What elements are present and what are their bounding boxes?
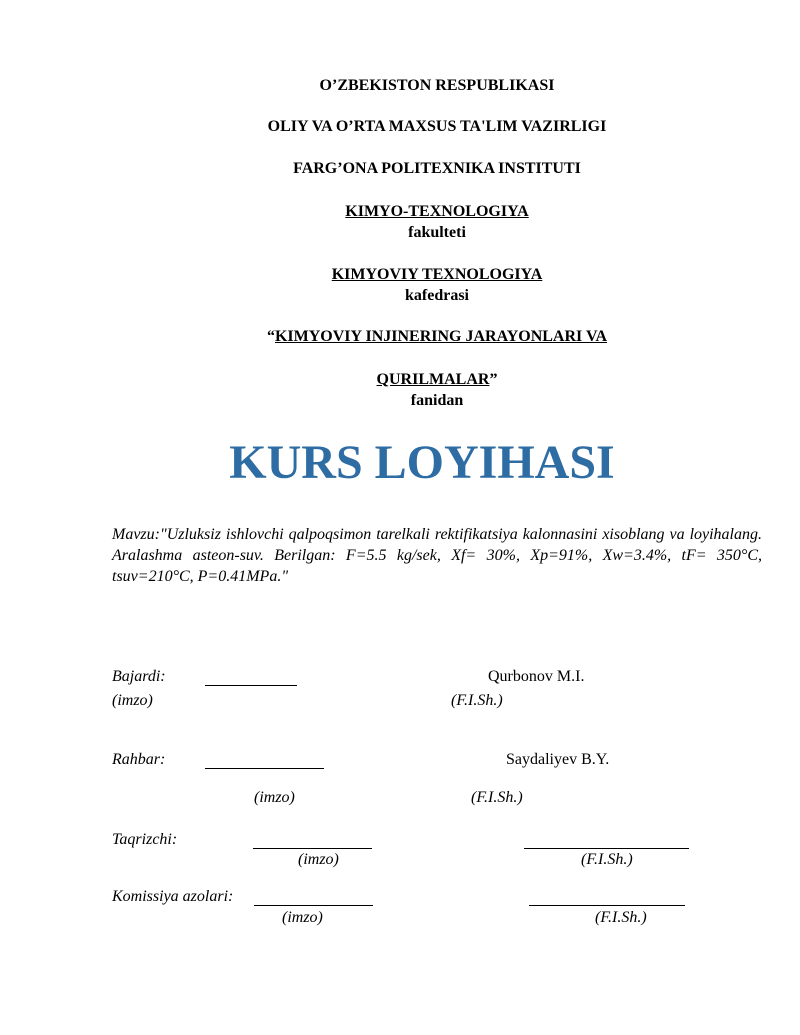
- department-label: kafedrasi: [405, 287, 469, 304]
- subject-open-quote: “: [266, 328, 275, 345]
- subject-line-2: [0, 371, 800, 389]
- taqrizchi-signature-line: [253, 848, 372, 849]
- komissiya-label: Komissiya azolari:: [112, 888, 234, 905]
- faculty-name: KIMYO-TEXNOLOGIYA: [345, 203, 529, 220]
- bajardi-label: Bajardi:: [112, 668, 166, 685]
- subject-label: fanidan: [410, 392, 464, 409]
- republic-heading: O’ZBEKISTON RESPUBLIKASI: [319, 77, 555, 94]
- topic-paragraph: Mavzu:"Uzluksiz ishlovchi qalpoqsimon tarelkali rektifikatsiya kalonnasini xisoblang va loyihalang. Aralashma asteon-suv. Berilgan: F=5.5 kg/sek, Xf= 30%, Xp=91%, Xw=3.4%, tF= 350°C, tsuv=210°C, P=0.41MPa.": [112, 526, 762, 585]
- rahbar-name: Saydaliyev B.Y.: [506, 751, 610, 768]
- rahbar-label: Rahbar:: [112, 751, 166, 768]
- taqrizchi-name-caption: (F.I.Sh.): [581, 851, 633, 868]
- subject-title-part-1: KIMYOVIY INJINERING JARAYONLARI VA: [274, 328, 608, 345]
- taqrizchi-name-line: [524, 848, 689, 849]
- faculty-label: fakulteti: [408, 224, 466, 241]
- bajardi-signature-line: [205, 685, 297, 686]
- ministry-heading: OLIY VA O’RTA MAXSUS TA'LIM VAZIRLIGI: [267, 118, 607, 135]
- bajardi-name-caption: (F.I.Sh.): [451, 692, 503, 709]
- subject-title-part-2: QURILMALAR: [376, 371, 490, 388]
- komissiya-signature-line: [254, 905, 373, 906]
- taqrizchi-label: Taqrizchi:: [112, 831, 178, 848]
- department-name: KIMYOVIY TEXNOLOGIYA: [331, 266, 543, 283]
- subject-close-quote: ”: [489, 371, 498, 388]
- rahbar-signature-line: [205, 768, 324, 769]
- taqrizchi-sign-caption: (imzo): [298, 851, 339, 868]
- rahbar-name-caption: (F.I.Sh.): [471, 789, 523, 806]
- subject-line-1: [0, 328, 800, 346]
- bajardi-sign-caption: (imzo): [112, 692, 153, 709]
- komissiya-name-caption: (F.I.Sh.): [595, 909, 647, 926]
- komissiya-sign-caption: (imzo): [282, 909, 323, 926]
- document-title: KURS LOYIHASI: [229, 436, 615, 489]
- institute-heading: FARG’ONA POLITEXNIKA INSTITUTI: [293, 160, 581, 177]
- bajardi-name: Qurbonov M.I.: [488, 668, 585, 685]
- rahbar-sign-caption: (imzo): [254, 789, 295, 806]
- komissiya-name-line: [529, 905, 685, 906]
